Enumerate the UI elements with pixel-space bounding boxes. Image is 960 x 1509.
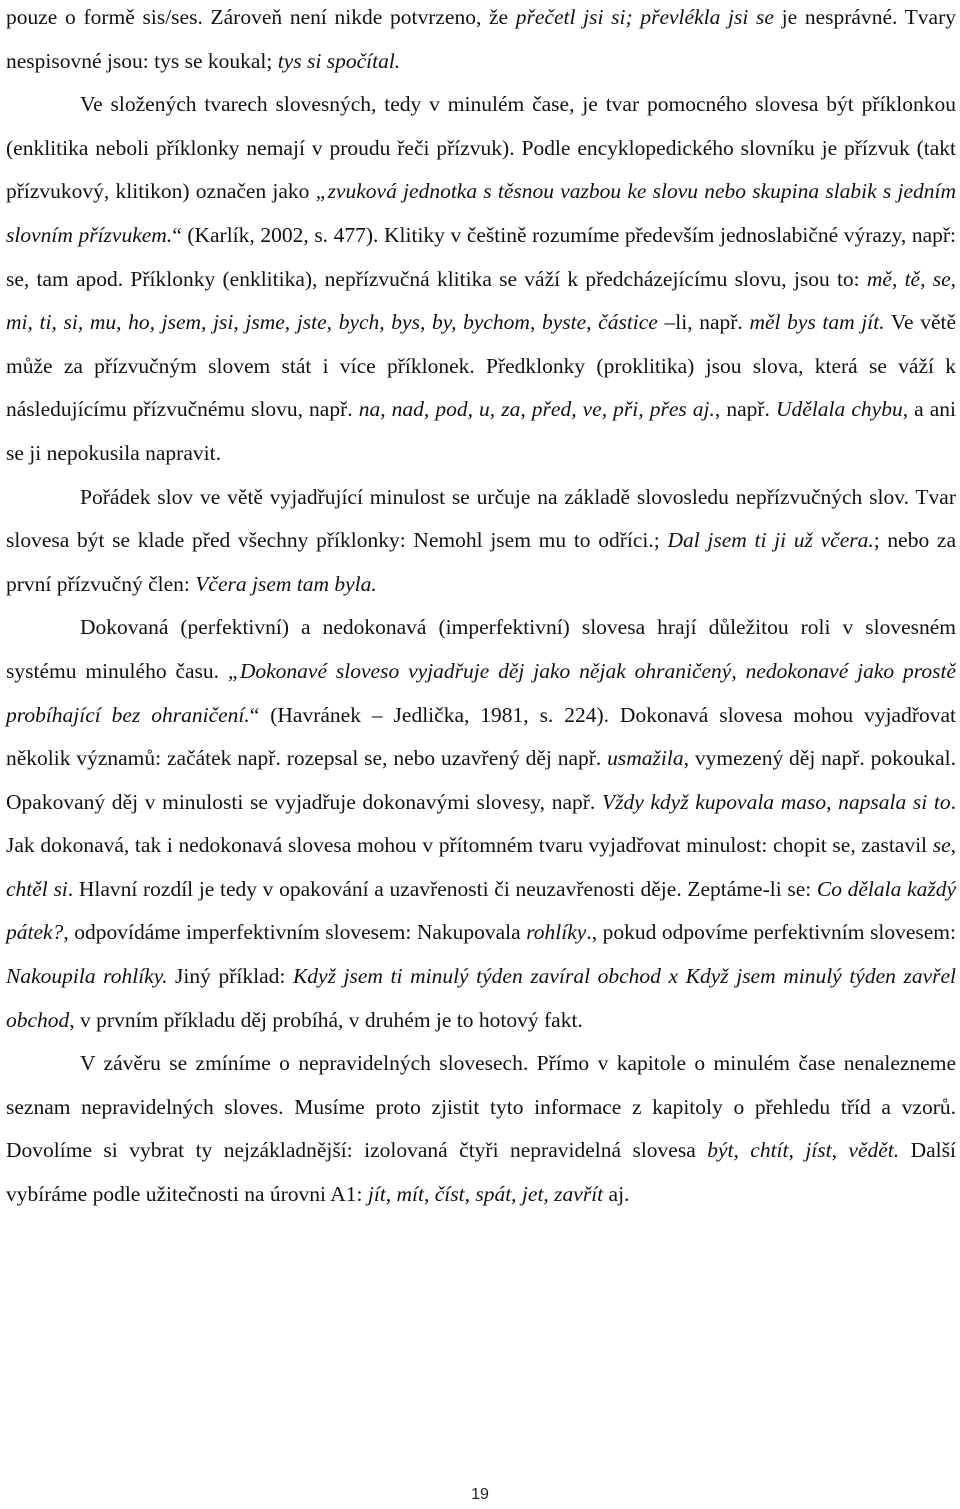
italic-text: Co dělala každý pátek? xyxy=(6,876,956,945)
italic-text: „zvuková jednotka s těsnou vazbou ke slovu nebo skupina slabik s jedním slovním přízvukem. xyxy=(6,179,956,247)
text-run: –li, např. xyxy=(664,310,750,335)
italic-text: být, chtít, jíst, vědět. xyxy=(707,1138,900,1163)
italic-text: rohlíky xyxy=(526,920,587,945)
text-run: pouze o formě sis/ses. Zároveň není nikde potvrzeno, že xyxy=(6,5,516,29)
italic-text: na, nad, pod, u, za, před, ve, při, přes aj. xyxy=(358,397,715,422)
text-run: , a ani se ji nepokusila napravit. xyxy=(6,397,957,465)
text-run: Dokovaná (perfektivní) a nedokonavá (imperfektivní) slovesa hrají důležitou roli v slovesném systému minulého času. xyxy=(6,615,956,683)
italic-text: usmažila xyxy=(607,746,684,771)
text-run: Ve větě může za přízvučným slovem stát i více příklonek. Předklonky (proklitika) jsou slova, která se váží k následujícímu přízvučnému slovu, např. xyxy=(6,310,956,422)
text-run: aj. xyxy=(603,1182,630,1207)
paragraph xyxy=(6,1042,956,1216)
italic-text: se, chtěl si xyxy=(6,833,956,901)
text-run: ; nebo za první přízvučný člen: xyxy=(6,528,956,596)
italic-text: přečetl jsi si; převlékla jsi se xyxy=(515,5,774,29)
italic-text: Nakoupila rohlíky. xyxy=(6,964,168,989)
paragraph xyxy=(6,606,956,1042)
text-run: , vymezený děj např. pokoukal. Opakovaný děj v minulosti se vyjadřuje dokonavými slovesy, např. xyxy=(6,746,956,814)
italic-text: Když jsem ti minulý týden zavíral obchod x Když jsem minulý týden zavřel obchod xyxy=(6,964,957,1032)
text-run: Další vybíráme podle užitečnosti na úrovni A1: xyxy=(6,1138,956,1207)
text-run: , v prvním příkladu děj probíhá, v druhém je to hotový fakt. xyxy=(69,1007,583,1032)
page-number: 19 xyxy=(471,1486,489,1503)
italic-text: Vždy když kupovala maso, napsala si to xyxy=(601,789,951,814)
text-run: Jiný příklad: xyxy=(167,964,293,989)
italic-text: Včera jsem tam byla. xyxy=(195,571,377,596)
paragraph xyxy=(6,83,956,475)
italic-text: Dal jsem ti ji už včera. xyxy=(667,528,874,553)
paragraph xyxy=(6,476,956,607)
body-text xyxy=(6,0,956,1217)
italic-text: tys si spočítal. xyxy=(277,48,401,73)
italic-text: měl bys tam jít. xyxy=(749,310,885,335)
italic-text: jít, mít, číst, spát, jet, zavřít xyxy=(367,1182,604,1207)
italic-text: „Dokonavé sloveso vyjadřuje děj jako nějak ohraničený, nedokonavé jako prostě probíhající bez ohraničení. xyxy=(6,658,956,727)
italic-text: mě, tě, se, mi, ti, si, mu, ho, jsem, jsi, jsme, jste, bych, bys, by, bychom, byste, částice xyxy=(6,266,957,335)
text-run: , např. xyxy=(714,397,777,422)
paragraph xyxy=(6,0,956,83)
text-run: , odpovídáme imperfektivním slovesem: Nakupovala xyxy=(63,920,527,945)
text-run: “ (Havránek – Jedlička, 1981, s. 224). Dokonavá slovesa mohou vyjadřovat několik významů: začátek např. rozepsal se, nebo uzavřený děj např. xyxy=(6,702,956,771)
text-run: . Hlavní rozdíl je tedy v opakování a uzavřenosti či neuzavřenosti děje. Zeptáme-li se: xyxy=(67,876,817,901)
text-run: . Jak dokonavá, tak i nedokonavá slovesa mohou v přítomném tvaru vyjadřovat minulost: chopit se, zastavil xyxy=(6,789,956,858)
text-run: V závěru se zmíníme o nepravidelných slovesech. Přímo v kapitole o minulém čase nenalezneme seznam nepravidelných sloves. Musíme proto zjistit tyto informace z kapitoly o přehledu tříd a vzorů. Dovolíme si vybrat ty nejzákladnější: izolovaná čtyři nepravidelná slovesa xyxy=(6,1051,956,1163)
italic-text: Udělala chybu xyxy=(776,397,903,422)
text-run: Pořádek slov ve větě vyjadřující minulost se určuje na základě slovosledu nepřízvučných slov. Tvar slovesa být se klade před všechny příklonky: Nemohl jsem mu to odříci.; xyxy=(6,484,956,553)
document-page xyxy=(6,0,956,1217)
text-run: “ (Karlík, 2002, s. 477). Klitiky v češtině rozumíme především jednoslabičné výrazy, např: se, tam apod. Příklonky (enklitika), nepřízvučná klitika se váží k předcházejícímu slovu, jsou to: xyxy=(6,222,956,291)
text-run: je nesprávné. Tvary nespisovné jsou: tys se koukal; xyxy=(6,5,956,73)
text-run: Ve složených tvarech slovesných, tedy v minulém čase, je tvar pomocného slovesa být příklonkou (enklitika neboli příklonky nemají v proudu řeči přízvuk). Podle encyklopedického slovníku je přízvuk (takt přízvukový, klitikon) označen jako xyxy=(6,92,956,204)
text-run: ., pokud odpovíme perfektivním slovesem: xyxy=(586,920,956,945)
